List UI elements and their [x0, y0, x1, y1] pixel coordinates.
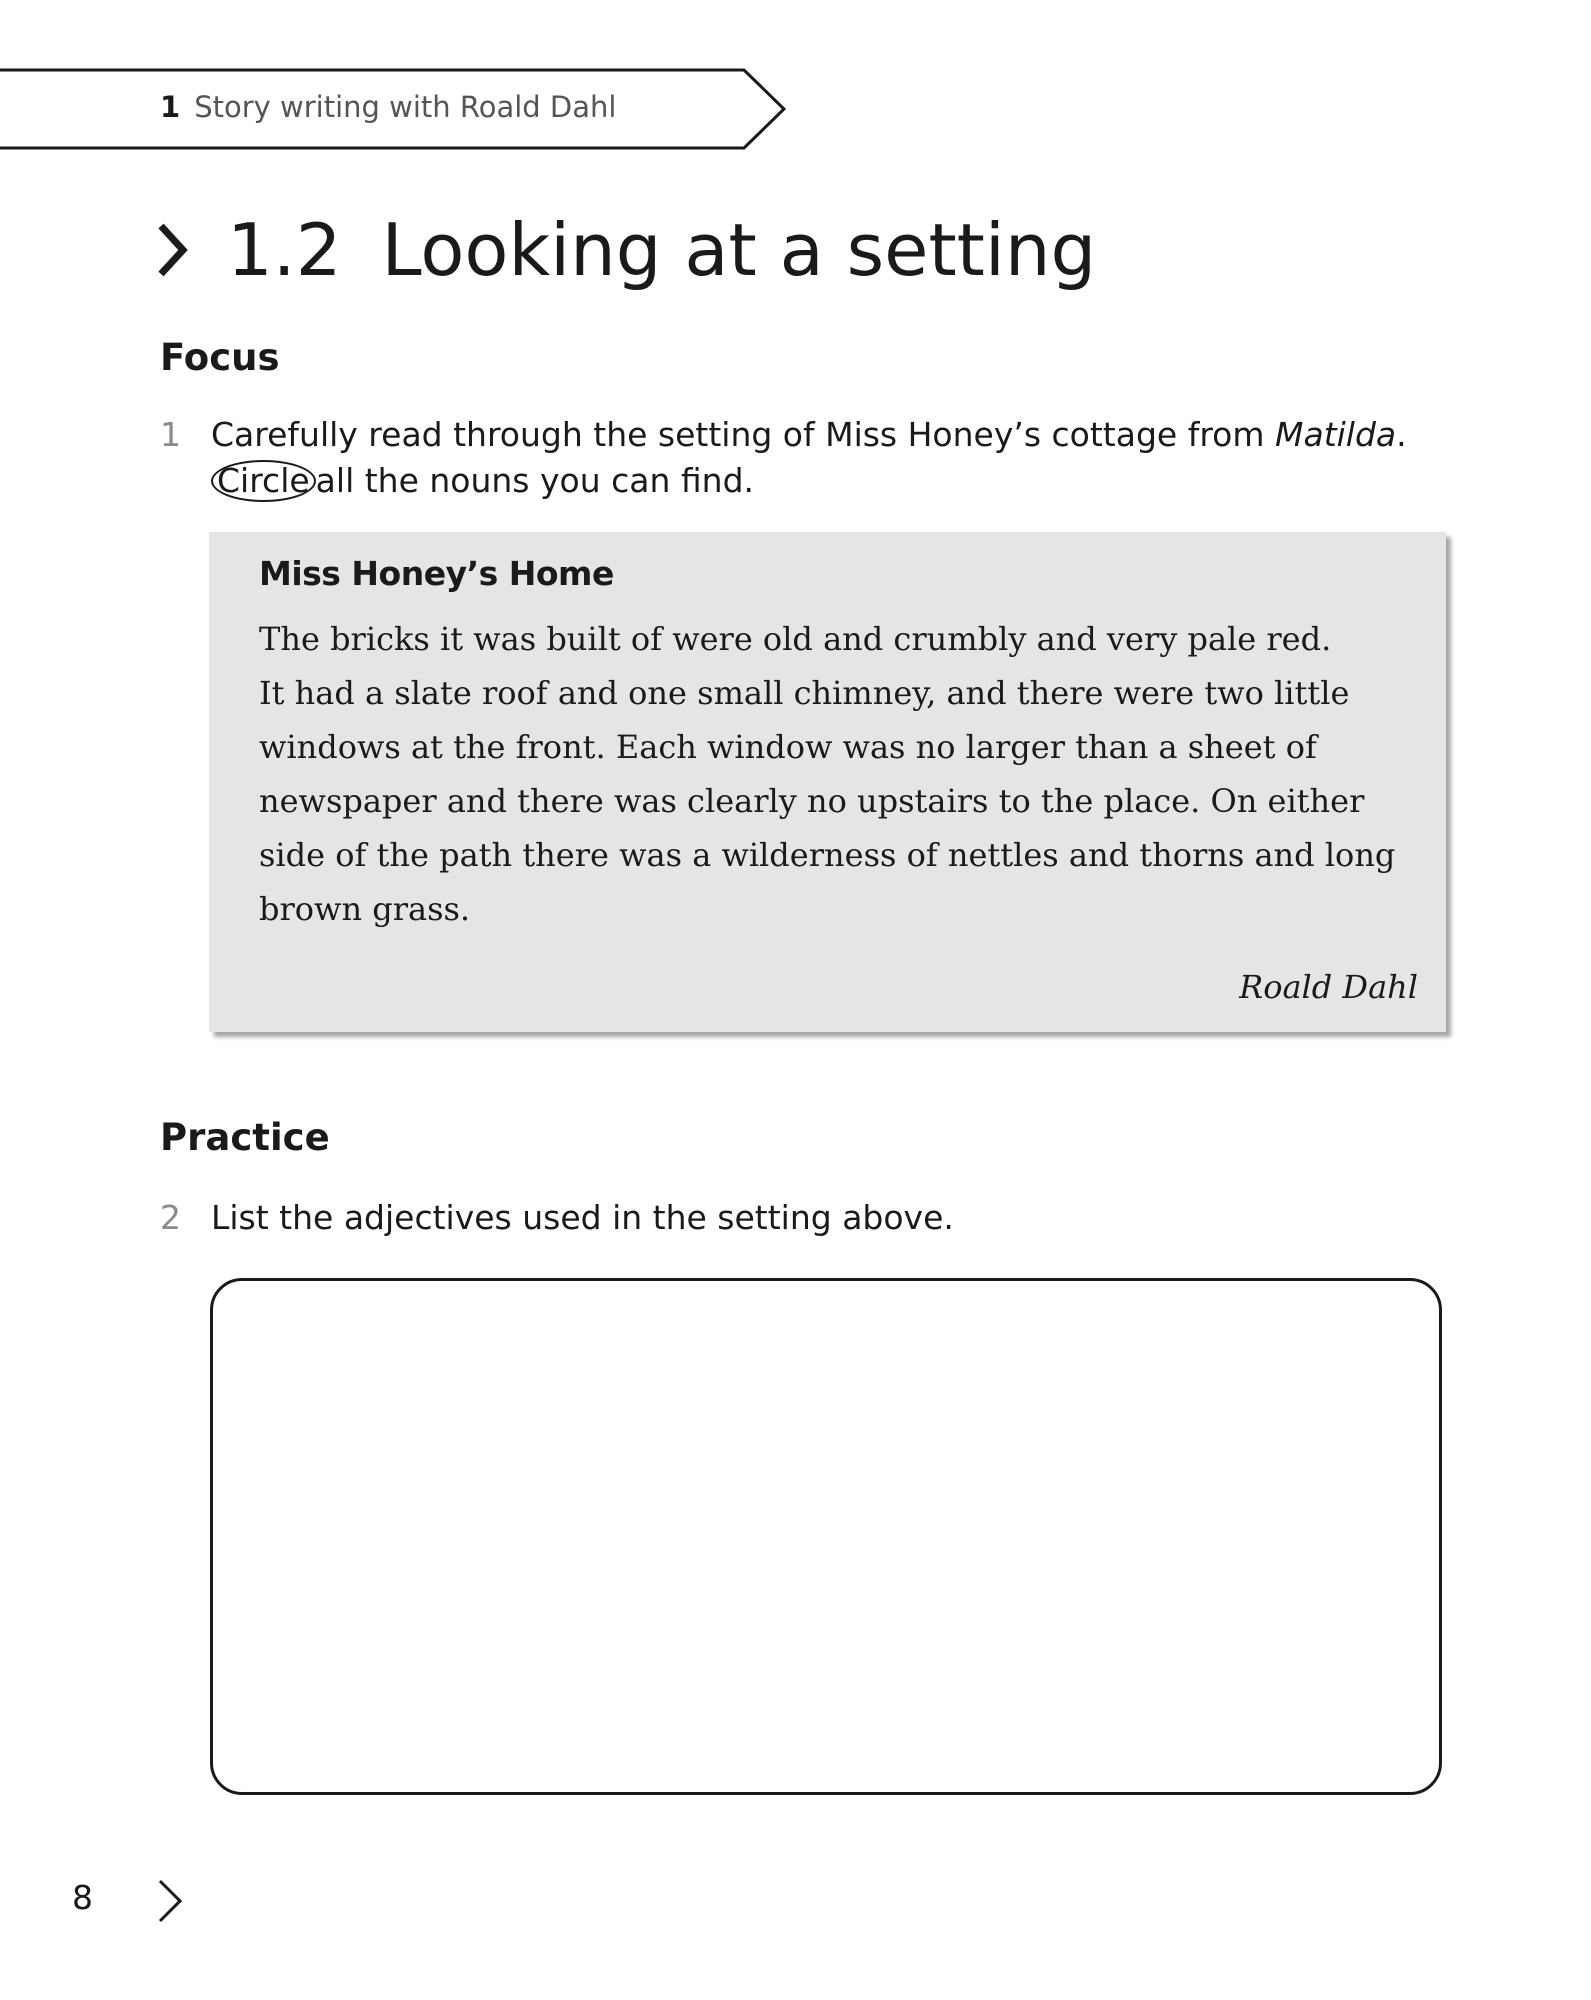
- question-text-line-1: Carefully read through the setting of Miss Honey’s cottage from Matilda.: [211, 415, 1407, 454]
- chapter-number: 1: [160, 90, 181, 124]
- section-heading: [155, 200, 1096, 300]
- excerpt-box: [209, 532, 1446, 1032]
- question-text-line-2: Circle all the nouns you can find.: [211, 458, 754, 504]
- question-2: [160, 1195, 1460, 1245]
- section-number: 1.2: [227, 208, 342, 292]
- excerpt-author: Roald Dahl: [1239, 968, 1418, 1006]
- chapter-label: [160, 90, 616, 124]
- practice-heading: Practice: [160, 1116, 330, 1159]
- excerpt-body: [259, 612, 1399, 936]
- excerpt-line: newspaper and there was clearly no upstairs to the place. On either: [259, 782, 1365, 820]
- book-title: Matilda: [1275, 415, 1397, 454]
- chapter-title: Story writing with Roald Dahl: [194, 90, 617, 124]
- question-number: 2: [160, 1198, 181, 1237]
- excerpt-line: side of the path there was a wilderness of nettles and thorns and long: [259, 836, 1396, 874]
- focus-heading: Focus: [160, 336, 280, 379]
- excerpt-line: It had a slate roof and one small chimney, and there were two little: [259, 674, 1350, 712]
- chapter-header-tab: [0, 68, 790, 150]
- question-number: 1: [160, 415, 181, 454]
- section-title: Looking at a setting: [381, 208, 1097, 292]
- excerpt-line: The bricks it was built of were old and crumbly and very pale red.: [259, 620, 1332, 658]
- circled-word: Circle: [211, 460, 316, 502]
- chevron-right-icon: [155, 220, 191, 280]
- page-number: 8: [72, 1878, 93, 1917]
- excerpt-line: windows at the front. Each window was no larger than a sheet of: [259, 728, 1317, 766]
- excerpt-title: Miss Honey’s Home: [259, 554, 614, 593]
- chevron-right-icon: [156, 1877, 184, 1925]
- question-1: [160, 412, 1460, 508]
- excerpt-line: brown grass.: [259, 890, 471, 928]
- question-text: List the adjectives used in the setting above.: [211, 1198, 954, 1237]
- answer-box[interactable]: [210, 1278, 1442, 1795]
